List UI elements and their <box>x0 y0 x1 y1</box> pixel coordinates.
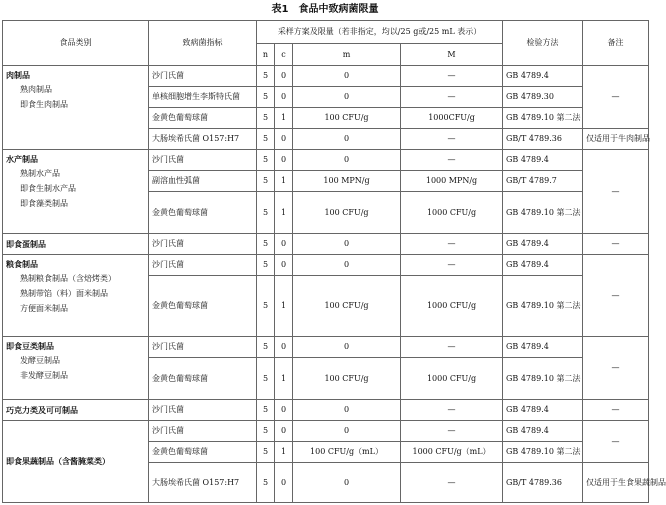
note-cell: — <box>583 255 649 337</box>
c-cell: 0 <box>275 421 293 442</box>
m-cell: 0 <box>293 463 401 503</box>
M-cell: 1000 MPN/g <box>401 171 503 192</box>
c-cell: 0 <box>275 129 293 150</box>
table-row <box>3 234 649 255</box>
note-cell: 仅适用于牛肉制品 <box>583 129 649 150</box>
category-subitem: 熟制粮食制品（含焙烤类） <box>20 274 116 283</box>
m-cell: 0 <box>293 337 401 358</box>
note-cell: 仅适用于生食果蔬制品 <box>583 463 649 503</box>
n-cell: 5 <box>257 255 275 276</box>
category-cell <box>3 150 149 234</box>
m-cell: 100 CFU/g（mL） <box>293 442 401 463</box>
method-cell: GB 4789.4 <box>503 421 583 442</box>
note-cell: — <box>583 234 649 255</box>
note-cell: — <box>583 400 649 421</box>
M-cell: — <box>401 421 503 442</box>
category-cell <box>3 400 149 421</box>
m-cell: 0 <box>293 255 401 276</box>
pathogen-cell: 沙门氏菌 <box>149 337 257 358</box>
table-row <box>3 255 649 276</box>
c-cell: 1 <box>275 108 293 129</box>
M-cell: — <box>401 234 503 255</box>
category-subitem: 即食生肉制品 <box>20 100 68 109</box>
M-cell: — <box>401 129 503 150</box>
pathogen-cell: 沙门氏菌 <box>149 150 257 171</box>
n-cell: 5 <box>257 150 275 171</box>
m-cell: 0 <box>293 66 401 87</box>
m-cell: 0 <box>293 129 401 150</box>
table-caption: 表1 食品中致病菌限量 <box>271 4 379 15</box>
note-cell: — <box>583 421 649 463</box>
category-cell <box>3 66 149 150</box>
n-cell: 5 <box>257 87 275 108</box>
n-cell: 5 <box>257 66 275 87</box>
pathogen-cell: 沙门氏菌 <box>149 255 257 276</box>
header-m: m <box>293 44 401 66</box>
category-title: 即食果蔬制品（含酱腌菜类） <box>6 456 110 466</box>
note-cell: — <box>583 337 649 400</box>
M-cell: — <box>401 150 503 171</box>
m-cell: 100 CFU/g <box>293 192 401 234</box>
header-method: 检验方法 <box>503 21 583 66</box>
pathogen-cell: 沙门氏菌 <box>149 421 257 442</box>
pathogen-cell: 大肠埃希氏菌 O157:H7 <box>149 463 257 503</box>
c-cell: 0 <box>275 66 293 87</box>
method-cell: GB 4789.4 <box>503 337 583 358</box>
method-cell: GB 4789.10 第二法 <box>503 276 583 337</box>
M-cell: 1000CFU/g <box>401 108 503 129</box>
n-cell: 5 <box>257 276 275 337</box>
n-cell: 5 <box>257 400 275 421</box>
method-cell: GB 4789.10 第二法 <box>503 192 583 234</box>
table-row <box>3 66 649 87</box>
M-cell: — <box>401 400 503 421</box>
c-cell: 1 <box>275 276 293 337</box>
pathogen-cell: 金黄色葡萄球菌 <box>149 442 257 463</box>
header-pathogen: 致病菌指标 <box>149 21 257 66</box>
c-cell: 1 <box>275 442 293 463</box>
pathogen-cell: 沙门氏菌 <box>149 66 257 87</box>
pathogen-cell: 金黄色葡萄球菌 <box>149 192 257 234</box>
pathogen-cell: 金黄色葡萄球菌 <box>149 108 257 129</box>
category-subitem: 即食藻类制品 <box>20 199 68 208</box>
M-cell: — <box>401 66 503 87</box>
M-cell: — <box>401 463 503 503</box>
n-cell: 5 <box>257 108 275 129</box>
method-cell: GB/T 4789.7 <box>503 171 583 192</box>
table-row <box>3 150 649 171</box>
pathogen-cell: 沙门氏菌 <box>149 234 257 255</box>
m-cell: 0 <box>293 87 401 108</box>
c-cell: 0 <box>275 234 293 255</box>
c-cell: 0 <box>275 87 293 108</box>
category-cell <box>3 421 149 503</box>
c-cell: 1 <box>275 358 293 400</box>
n-cell: 5 <box>257 421 275 442</box>
pathogen-cell: 金黄色葡萄球菌 <box>149 358 257 400</box>
c-cell: 0 <box>275 463 293 503</box>
header-category: 食品类别 <box>3 21 149 66</box>
method-cell: GB 4789.10 第二法 <box>503 442 583 463</box>
pathogen-limits-table <box>2 20 666 503</box>
M-cell: 1000 CFU/g <box>401 276 503 337</box>
c-cell: 0 <box>275 255 293 276</box>
method-cell: GB 4789.4 <box>503 255 583 276</box>
m-cell: 0 <box>293 234 401 255</box>
n-cell: 5 <box>257 358 275 400</box>
category-subitem: 即食生制水产品 <box>20 184 76 193</box>
M-cell: — <box>401 255 503 276</box>
c-cell: 1 <box>275 171 293 192</box>
c-cell: 0 <box>275 337 293 358</box>
header-note: 备注 <box>583 21 649 66</box>
M-cell: 1000 CFU/g <box>401 358 503 400</box>
method-cell: GB/T 4789.36 <box>503 463 583 503</box>
table-row <box>3 400 649 421</box>
m-cell: 100 CFU/g <box>293 276 401 337</box>
category-cell <box>3 234 149 255</box>
M-cell: 1000 CFU/g <box>401 192 503 234</box>
m-cell: 0 <box>293 150 401 171</box>
pathogen-cell: 副溶血性弧菌 <box>149 171 257 192</box>
header-n: n <box>257 44 275 66</box>
category-subitem: 非发酵豆制品 <box>20 371 68 380</box>
category-cell <box>3 337 149 400</box>
category-title: 粮食制品 <box>6 259 38 269</box>
category-subitem: 发酵豆制品 <box>20 356 60 365</box>
pathogen-cell: 单核细胞增生李斯特氏菌 <box>149 87 257 108</box>
method-cell: GB 4789.4 <box>503 400 583 421</box>
n-cell: 5 <box>257 234 275 255</box>
note-cell: — <box>583 66 649 129</box>
m-cell: 100 MPN/g <box>293 171 401 192</box>
n-cell: 5 <box>257 129 275 150</box>
category-title: 即食蛋制品 <box>6 238 46 249</box>
method-cell: GB 4789.4 <box>503 150 583 171</box>
category-cell <box>3 255 149 337</box>
M-cell: 1000 CFU/g（mL） <box>401 442 503 463</box>
c-cell: 1 <box>275 192 293 234</box>
category-title: 即食豆类制品 <box>6 341 54 351</box>
c-cell: 0 <box>275 400 293 421</box>
m-cell: 100 CFU/g <box>293 358 401 400</box>
table-row <box>3 337 649 358</box>
method-cell: GB/T 4789.36 <box>503 129 583 150</box>
table-row <box>3 421 649 442</box>
category-subitem: 熟肉制品 <box>20 85 52 94</box>
M-cell: — <box>401 337 503 358</box>
method-cell: GB 4789.4 <box>503 234 583 255</box>
category-title: 巧克力类及可可制品 <box>6 404 78 415</box>
category-subitem: 熟制水产品 <box>20 169 60 178</box>
method-cell: GB 4789.10 第二法 <box>503 358 583 400</box>
method-cell: GB 4789.4 <box>503 66 583 87</box>
m-cell: 0 <box>293 400 401 421</box>
n-cell: 5 <box>257 442 275 463</box>
pathogen-cell: 沙门氏菌 <box>149 400 257 421</box>
c-cell: 0 <box>275 150 293 171</box>
category-title: 水产制品 <box>6 154 38 164</box>
n-cell: 5 <box>257 192 275 234</box>
category-subitem: 方便面米制品 <box>20 304 68 313</box>
header-c: c <box>275 44 293 66</box>
m-cell: 100 CFU/g <box>293 108 401 129</box>
pathogen-cell: 大肠埃希氏菌 O157:H7 <box>149 129 257 150</box>
M-cell: — <box>401 87 503 108</box>
n-cell: 5 <box>257 171 275 192</box>
note-cell: — <box>583 150 649 234</box>
category-title: 肉制品 <box>6 70 30 80</box>
category-subitem: 熟制带馅（料）面米制品 <box>20 289 108 298</box>
header-sampling: 采样方案及限量（若非指定，均以/25 g或/25 mL 表示） <box>257 21 503 44</box>
pathogen-cell: 金黄色葡萄球菌 <box>149 276 257 337</box>
m-cell: 0 <box>293 421 401 442</box>
method-cell: GB 4789.30 <box>503 87 583 108</box>
table-body <box>3 66 666 503</box>
method-cell: GB 4789.10 第二法 <box>503 108 583 129</box>
n-cell: 5 <box>257 337 275 358</box>
n-cell: 5 <box>257 463 275 503</box>
header-M: M <box>401 44 503 66</box>
